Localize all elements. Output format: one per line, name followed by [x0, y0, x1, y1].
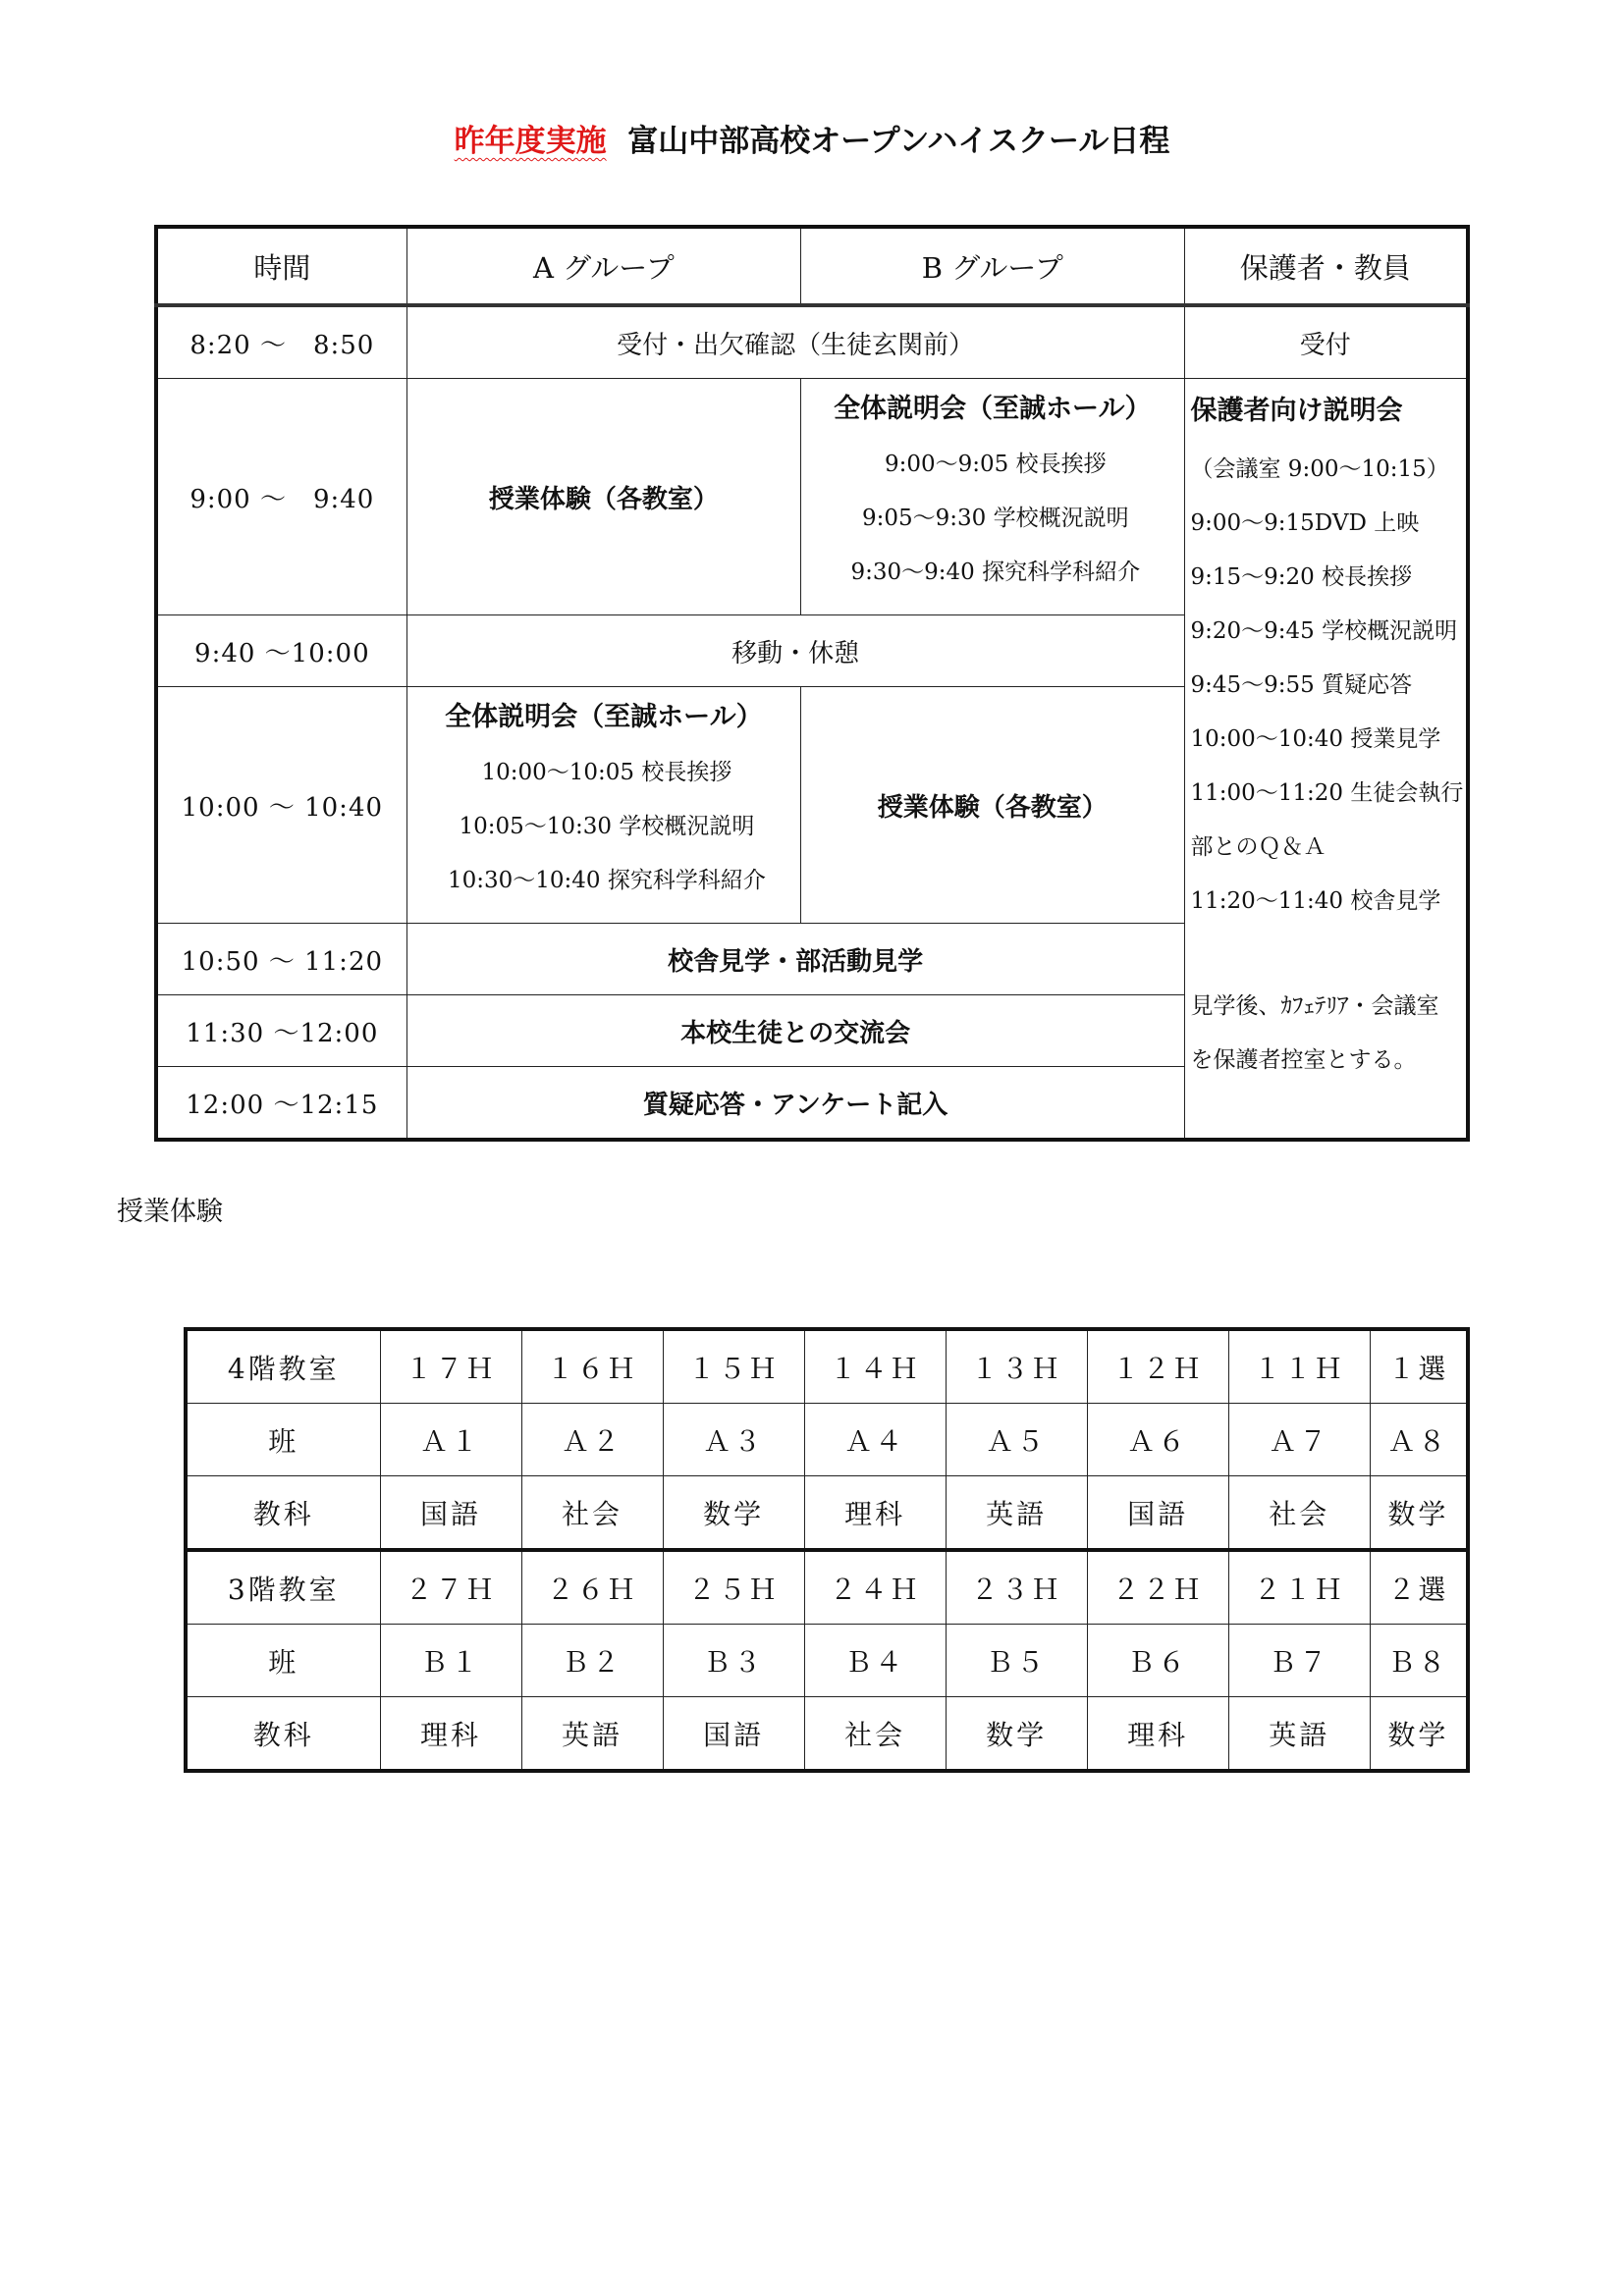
table-cell: １７Ｈ	[380, 1329, 521, 1404]
parent-reception-cell: 受付	[1184, 305, 1468, 379]
time-cell: 12:00 ～12:15	[156, 1067, 406, 1141]
table-cell: Ａ７	[1228, 1404, 1370, 1476]
group-b-activity: 授業体験（各教室）	[801, 687, 1184, 924]
briefing-line: 9:00～9:05 校長挨拶	[884, 452, 1107, 477]
parent-session-line: 11:20～11:40 校舎見学	[1190, 888, 1441, 914]
parent-session-line: 9:45～9:55 質疑応答	[1190, 672, 1413, 698]
activity-cell: 移動・休憩	[406, 615, 1184, 687]
title-main: 富山中部高校オープンハイスクール日程	[627, 124, 1170, 159]
table-cell: 教科	[186, 1697, 380, 1772]
time-cell: 10:50 ～ 11:20	[156, 924, 406, 995]
table-cell: ２選	[1370, 1550, 1468, 1625]
table-cell: １２Ｈ	[1087, 1329, 1228, 1404]
table-cell: 3階教室	[186, 1550, 380, 1625]
briefing-title: 全体説明会（至誠ホール）	[834, 394, 1152, 424]
header-group-a: A グループ	[406, 227, 800, 305]
table-cell: 数学	[1370, 1476, 1468, 1551]
table-cell: 4階教室	[186, 1329, 380, 1404]
table-cell: １１Ｈ	[1228, 1329, 1370, 1404]
parent-session-line: 9:20～9:45 学校概況説明	[1190, 618, 1458, 644]
header-parents: 保護者・教員	[1184, 227, 1468, 305]
table-cell: Ａ１	[380, 1404, 521, 1476]
table-cell: Ａ２	[521, 1404, 663, 1476]
table-cell: １６Ｈ	[521, 1329, 663, 1404]
table-cell: 数学	[946, 1697, 1087, 1772]
table-cell: 社会	[1228, 1476, 1370, 1551]
parent-session-line: 11:00～11:20 生徒会執行	[1190, 780, 1464, 806]
floor4-rooms-row	[186, 1329, 1468, 1404]
floor4-subjects-row	[186, 1476, 1468, 1551]
time-cell: 10:00 ～ 10:40	[156, 687, 406, 924]
group-a-activity: 授業体験（各教室）	[406, 379, 800, 615]
table-cell: Ｂ３	[663, 1625, 804, 1697]
table-cell: 国語	[1087, 1476, 1228, 1551]
table-cell: 教科	[186, 1476, 380, 1551]
briefing-line: 10:30～10:40 探究科学科紹介	[447, 868, 766, 893]
table-cell: 国語	[663, 1697, 804, 1772]
table-cell: １３Ｈ	[946, 1329, 1087, 1404]
table-cell: ２３Ｈ	[946, 1550, 1087, 1625]
table-cell: Ａ６	[1087, 1404, 1228, 1476]
activity-cell: 校舎見学・部活動見学	[406, 924, 1184, 995]
table-cell: 班	[186, 1625, 380, 1697]
header-group-b: B グループ	[801, 227, 1184, 305]
table-cell: １５Ｈ	[663, 1329, 804, 1404]
parent-session-line: 9:00～9:15DVD 上映	[1190, 510, 1420, 536]
table-cell: 英語	[1228, 1697, 1370, 1772]
table-cell: 理科	[380, 1697, 521, 1772]
table-cell: 英語	[521, 1697, 663, 1772]
title-highlight: 昨年度実施	[454, 124, 607, 159]
table-cell: Ａ８	[1370, 1404, 1468, 1476]
briefing-line: 9:05～9:30 学校概況説明	[861, 506, 1129, 531]
table-cell: Ｂ８	[1370, 1625, 1468, 1697]
table-cell: 国語	[380, 1476, 521, 1551]
table-cell: Ａ５	[946, 1404, 1087, 1476]
briefing-line: 10:00～10:05 校長挨拶	[481, 760, 732, 785]
floor3-rooms-row	[186, 1550, 1468, 1625]
time-cell: 9:40 ～10:00	[156, 615, 406, 687]
schedule-row	[156, 305, 1468, 379]
table-cell: １４Ｈ	[804, 1329, 946, 1404]
briefing-line: 10:05～10:30 学校概況説明	[459, 814, 755, 839]
parent-session-line: 9:15～9:20 校長挨拶	[1190, 564, 1413, 590]
classroom-table	[184, 1327, 1470, 1773]
header-time: 時間	[156, 227, 406, 305]
briefing-line: 9:30～9:40 探究科学科紹介	[850, 560, 1141, 585]
table-cell: Ｂ４	[804, 1625, 946, 1697]
table-cell: Ａ３	[663, 1404, 804, 1476]
table-cell: 英語	[946, 1476, 1087, 1551]
parent-note-line: を保護者控室とする。	[1190, 1047, 1417, 1073]
activity-cell: 質疑応答・アンケート記入	[406, 1067, 1184, 1141]
activity-cell: 本校生徒との交流会	[406, 995, 1184, 1067]
table-cell: ２２Ｈ	[1087, 1550, 1228, 1625]
parent-session-line: （会議室 9:00～10:15）	[1190, 456, 1449, 482]
briefing-title: 全体説明会（至誠ホール）	[445, 702, 763, 732]
table-cell: １選	[1370, 1329, 1468, 1404]
table-cell: Ｂ５	[946, 1625, 1087, 1697]
floor3-groups-row	[186, 1625, 1468, 1697]
floor3-subjects-row	[186, 1697, 1468, 1772]
group-b-briefing	[801, 379, 1184, 615]
schedule-header-row	[156, 227, 1468, 305]
group-a-briefing	[406, 687, 800, 924]
table-cell: Ｂ２	[521, 1625, 663, 1697]
table-cell: ２４Ｈ	[804, 1550, 946, 1625]
schedule-row	[156, 379, 1468, 615]
table-cell: Ａ４	[804, 1404, 946, 1476]
table-cell: 社会	[804, 1697, 946, 1772]
table-cell: Ｂ６	[1087, 1625, 1228, 1697]
parent-session-cell	[1184, 379, 1468, 1141]
activity-cell: 受付・出欠確認（生徒玄関前）	[406, 305, 1184, 379]
time-cell: 11:30 ～12:00	[156, 995, 406, 1067]
table-cell: Ｂ１	[380, 1625, 521, 1697]
table-cell: ２６Ｈ	[521, 1550, 663, 1625]
table-cell: ２５Ｈ	[663, 1550, 804, 1625]
table-cell: 理科	[804, 1476, 946, 1551]
table-cell: ２１Ｈ	[1228, 1550, 1370, 1625]
table-cell: ２７Ｈ	[380, 1550, 521, 1625]
section-label: 授業体験	[117, 1197, 223, 1227]
parent-session-title: 保護者向け説明会	[1190, 396, 1403, 426]
floor4-groups-row	[186, 1404, 1468, 1476]
parent-note-line: 見学後、ｶﾌｪﾃﾘｱ・会議室	[1190, 993, 1439, 1019]
schedule-table	[154, 225, 1470, 1142]
table-cell: 理科	[1087, 1697, 1228, 1772]
page-title	[0, 116, 1624, 160]
parent-session-line: 部とのＱ＆Ａ	[1190, 834, 1326, 860]
parent-session-line: 10:00～10:40 授業見学	[1190, 726, 1441, 752]
time-cell: 9:00 ～ 9:40	[156, 379, 406, 615]
table-cell: 数学	[663, 1476, 804, 1551]
table-cell: Ｂ７	[1228, 1625, 1370, 1697]
table-cell: 社会	[521, 1476, 663, 1551]
table-cell: 班	[186, 1404, 380, 1476]
table-cell: 数学	[1370, 1697, 1468, 1772]
time-cell: 8:20 ～ 8:50	[156, 305, 406, 379]
